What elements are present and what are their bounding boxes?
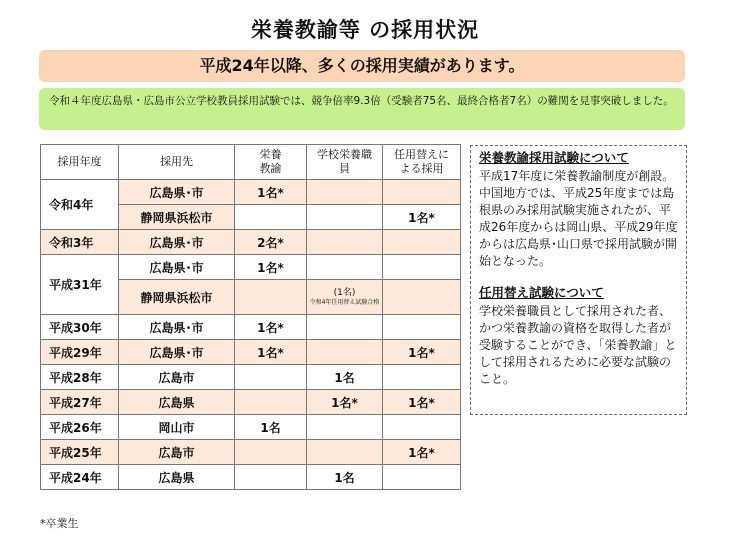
eiyo-cell: 2名* xyxy=(235,230,307,255)
explanation-heading-eiyo: 栄養教諭採用試験について xyxy=(479,150,629,165)
gakko-cell xyxy=(307,180,383,205)
table-row xyxy=(41,415,461,440)
ninyo-cell xyxy=(383,180,461,205)
year-cell: 平成31年 xyxy=(41,255,119,315)
recruitment-table xyxy=(40,144,461,490)
year-cell: 令和4年 xyxy=(41,180,119,230)
ninyo-cell xyxy=(383,315,461,340)
ninyo-cell xyxy=(383,230,461,255)
year-cell: 平成30年 xyxy=(41,315,119,340)
eiyo-cell xyxy=(235,205,307,230)
eiyo-cell xyxy=(235,465,307,490)
eiyo-cell xyxy=(235,365,307,390)
ninyo-cell xyxy=(383,465,461,490)
explanation-text-eiyo: 平成17年度に栄養教諭制度が創設。中国地方では、平成25年度までは島根県のみ採用試験実施されたが、平成26年度からは岡山県、平成29年度からは広島県･山口県で採用試験が開始となった。 xyxy=(479,169,678,268)
ninyo-cell: 1名* xyxy=(383,390,461,415)
table-row xyxy=(41,255,461,280)
eiyo-cell: 1名* xyxy=(235,315,307,340)
ninyo-cell xyxy=(383,415,461,440)
table-row xyxy=(41,390,461,415)
headline-banner: 平成24年以降、多くの採用実績があります。 xyxy=(39,50,685,82)
ninyo-cell xyxy=(383,255,461,280)
footnote: *卒業生 xyxy=(40,517,79,530)
header-eiyo-kyoyu: 栄養教諭 xyxy=(235,145,307,180)
header-ninyo: 任用替えによる採用 xyxy=(383,145,461,180)
table-row xyxy=(41,465,461,490)
page-title: 栄養教諭等 の採用状況 xyxy=(250,18,480,42)
gakko-cell: 1名 xyxy=(307,465,383,490)
eiyo-cell: 1名* xyxy=(235,180,307,205)
gakko-cell xyxy=(307,205,383,230)
table-row xyxy=(41,315,461,340)
eiyo-cell: 1名* xyxy=(235,340,307,365)
explanation-heading-ninyo: 任用替え試験について xyxy=(479,285,604,300)
table-row xyxy=(41,180,461,205)
destination-cell: 岡山市 xyxy=(119,415,235,440)
ninyo-cell xyxy=(383,365,461,390)
ninyo-cell: 1名* xyxy=(383,440,461,465)
year-cell: 平成28年 xyxy=(41,365,119,390)
destination-cell: 広島県･市 xyxy=(119,230,235,255)
gakko-cell xyxy=(307,440,383,465)
year-cell: 平成27年 xyxy=(41,390,119,415)
eiyo-cell xyxy=(235,280,307,315)
destination-cell: 広島市 xyxy=(119,365,235,390)
gakko-note: 令和4年任用替え試験合格 xyxy=(309,299,380,306)
header-gakko-eiyo: 学校栄養職員 xyxy=(307,145,383,180)
eiyo-cell: 1名 xyxy=(235,415,307,440)
eiyo-cell xyxy=(235,440,307,465)
destination-cell: 広島県･市 xyxy=(119,255,235,280)
gakko-cell xyxy=(307,315,383,340)
year-cell: 平成29年 xyxy=(41,340,119,365)
destination-cell: 静岡県浜松市 xyxy=(119,205,235,230)
year-cell: 平成26年 xyxy=(41,415,119,440)
table-row xyxy=(41,440,461,465)
gakko-cell: 1名 xyxy=(307,365,383,390)
gakko-cell xyxy=(307,415,383,440)
destination-cell: 広島県･市 xyxy=(119,340,235,365)
destination-cell: 広島市 xyxy=(119,440,235,465)
header-year: 採用年度 xyxy=(41,145,119,180)
destination-cell: 広島県･市 xyxy=(119,315,235,340)
gakko-cell xyxy=(307,340,383,365)
year-cell: 令和3年 xyxy=(41,230,119,255)
gakko-cell xyxy=(307,255,383,280)
gakko-cell: 1名* xyxy=(307,390,383,415)
destination-cell: 広島県 xyxy=(119,465,235,490)
gakko-cell xyxy=(307,280,383,315)
year-cell: 平成24年 xyxy=(41,465,119,490)
exam-note: 令和４年度広島県・広島市公立学校教員採用試験では、競争倍率9.3倍（受験者75名、最終合格者7名）の難関を見事突破しました。 xyxy=(39,88,685,130)
eiyo-cell xyxy=(235,390,307,415)
ninyo-cell xyxy=(383,280,461,315)
gakko-value: (1名) xyxy=(333,288,356,298)
ninyo-cell: 1名* xyxy=(383,340,461,365)
year-cell: 平成25年 xyxy=(41,440,119,465)
explanation-box xyxy=(470,145,687,415)
gakko-cell xyxy=(307,230,383,255)
eiyo-cell: 1名* xyxy=(235,255,307,280)
ninyo-cell: 1名* xyxy=(383,205,461,230)
header-destination: 採用先 xyxy=(119,145,235,180)
destination-cell: 静岡県浜松市 xyxy=(119,280,235,315)
destination-cell: 広島県 xyxy=(119,390,235,415)
table-row xyxy=(41,230,461,255)
table-row xyxy=(41,340,461,365)
destination-cell: 広島県･市 xyxy=(119,180,235,205)
table-row xyxy=(41,365,461,390)
table-header-row xyxy=(41,145,461,180)
explanation-text-ninyo: 学校栄養職員として採用された者、かつ栄養教諭の資格を取得した者が受験することができ、「栄養教諭」として採用されるために必要な試験のこと。 xyxy=(479,304,677,386)
